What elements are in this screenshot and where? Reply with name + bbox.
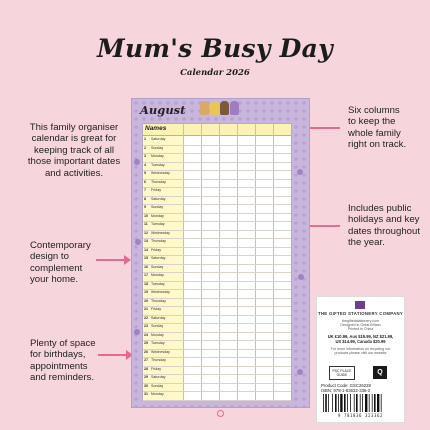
designed-in: Designed in Great Britain	[340, 323, 381, 327]
day-label: 21 Friday	[144, 307, 161, 312]
calendar-grid	[142, 123, 292, 401]
recycling-line-2: products please visit our website	[334, 351, 387, 355]
product-title: Mum's Busy Day	[97, 34, 333, 63]
arrow-plenty-space	[98, 354, 128, 356]
doodle-icon	[134, 159, 140, 165]
grid-row-divider	[143, 400, 291, 401]
quality-mark-icon: Q	[373, 366, 387, 379]
barcode-bar	[362, 394, 363, 412]
barcode-bar	[325, 394, 327, 412]
names-header: Names	[145, 125, 167, 132]
day-label: 7 Friday	[144, 188, 161, 193]
day-label: 1 Saturday	[144, 137, 166, 141]
grid-row-divider	[143, 145, 291, 146]
day-label: 17 Monday	[144, 273, 164, 278]
grid-column-divider	[273, 124, 274, 400]
barcode-bar	[332, 394, 333, 412]
company-name: THE GIFTED STATIONERY COMPANY	[317, 311, 404, 316]
day-label: 9 Sunday	[144, 205, 164, 210]
day-label: 12 Wednesday	[144, 230, 170, 235]
day-label: 29 Saturday	[144, 375, 166, 380]
arrow-contemporary	[96, 259, 126, 261]
day-label: 31 Monday	[144, 392, 164, 397]
family-character-icon	[200, 101, 209, 115]
day-label: 8 Saturday	[144, 196, 166, 201]
grid-row-divider	[143, 221, 291, 222]
day-label: 20 Thursday	[144, 298, 166, 303]
barcode-bar	[372, 394, 373, 412]
day-label: 28 Friday	[144, 366, 161, 371]
grid-column-divider	[201, 124, 202, 400]
grid-column-divider	[237, 124, 238, 400]
grid-row-divider	[143, 264, 291, 265]
day-label: 3 Monday	[144, 154, 164, 159]
day-label: 5 Wednesday	[144, 171, 170, 176]
day-label: 14 Friday	[144, 247, 161, 252]
grid-row-divider	[143, 306, 291, 307]
barcode-bar	[350, 394, 351, 412]
hanging-hole	[217, 410, 224, 417]
back-info-panel	[316, 296, 405, 423]
grid-row-divider	[143, 204, 291, 205]
grid-row-divider	[143, 162, 291, 163]
barcode-bar	[328, 394, 329, 412]
grid-row-divider	[143, 340, 291, 341]
description-public-holidays: Includes public holidays and key dates throughout the year.	[348, 203, 421, 249]
company-logo-icon	[355, 301, 365, 309]
day-label: 27 Thursday	[144, 358, 166, 363]
grid-row-divider	[143, 366, 291, 367]
description-family-organiser: This family organiser calendar is great for keeping track of all those important dates and activities.	[27, 122, 121, 179]
day-label: 6 Thursday	[144, 179, 166, 184]
barcode	[323, 394, 397, 412]
description-plenty-space: Plenty of space for birthdays, appointments and reminders.	[30, 338, 96, 384]
grid-column-divider	[219, 124, 220, 400]
product-code: Product Code: GSC26228	[321, 383, 371, 388]
doodle-icon	[297, 169, 303, 175]
day-label: 4 Tuesday	[144, 162, 165, 167]
barcode-bar	[365, 394, 367, 412]
doodle-icon	[298, 274, 304, 280]
prices-line-2: US $14.99, Canada $20.99	[335, 339, 386, 344]
day-label: 23 Sunday	[144, 324, 164, 329]
barcode-bar	[338, 394, 339, 412]
barcode-bar	[360, 394, 361, 412]
grid-row-divider	[143, 272, 291, 273]
product-subtitle: Calendar 2026	[180, 68, 250, 78]
doodle-icon	[134, 329, 140, 335]
grid-row-divider	[143, 391, 291, 392]
grid-row-divider	[143, 153, 291, 154]
grid-row-divider	[143, 247, 291, 248]
day-label: 26 Wednesday	[144, 349, 170, 354]
grid-row-divider	[143, 323, 291, 324]
day-label: 24 Monday	[144, 332, 164, 337]
grid-row-divider	[143, 187, 291, 188]
day-label: 22 Saturday	[144, 315, 166, 320]
company-website: thegiftedstationery.com	[342, 319, 379, 323]
barcode-bar	[374, 394, 376, 412]
grid-column-divider	[255, 124, 256, 400]
printed-in: Printed in China	[347, 327, 374, 331]
recycling-line-1: For more information on recycling our	[330, 347, 391, 351]
grid-row-divider	[143, 213, 291, 214]
doodle-icon	[135, 239, 141, 245]
barcode-bar	[356, 394, 358, 412]
calendar-page	[131, 98, 310, 408]
day-label: 18 Tuesday	[144, 281, 165, 286]
doodle-icon	[297, 369, 303, 375]
grid-header-row	[143, 124, 291, 136]
day-label: 13 Thursday	[144, 239, 166, 244]
family-character-icon	[210, 101, 219, 115]
grid-row-divider	[143, 281, 291, 282]
grid-row-divider	[143, 332, 291, 333]
barcode-bar	[377, 394, 379, 412]
prices-line-1: UK £10.99, Aus $19.99, NZ $21.99,	[327, 334, 394, 339]
day-label: 16 Sunday	[144, 264, 164, 269]
barcode-bar	[381, 394, 382, 412]
barcode-bar	[344, 394, 346, 412]
day-label: 30 Sunday	[144, 383, 164, 388]
month-heading: August	[140, 103, 186, 117]
day-label: 15 Saturday	[144, 256, 166, 261]
day-label: 11 Tuesday	[144, 222, 165, 227]
description-contemporary-design: Contemporary design to complement your home.	[30, 240, 91, 286]
day-label: 19 Wednesday	[144, 290, 170, 295]
barcode-bar	[340, 394, 342, 412]
isbn: ISBN: 978-1-83632-336-2	[321, 388, 371, 393]
barcode-bar	[335, 394, 337, 412]
barcode-bar	[354, 394, 355, 412]
grid-column-divider	[183, 124, 184, 400]
family-character-icon	[230, 101, 239, 115]
barcode-bar	[347, 394, 348, 412]
grid-row-divider	[143, 383, 291, 384]
family-character-icon	[220, 101, 229, 115]
day-label: 10 Monday	[144, 213, 164, 218]
barcode-number: 9 781836 323362	[337, 413, 384, 418]
barcode-bar	[323, 394, 324, 412]
description-six-columns: Six columns to keep the whole family right on track.	[348, 105, 407, 151]
barcode-bar	[369, 394, 370, 412]
day-label: 2 Sunday	[144, 145, 164, 150]
psc-place-guide: PSC PLACE GUIDE	[329, 366, 355, 380]
day-label: 25 Tuesday	[144, 341, 165, 346]
